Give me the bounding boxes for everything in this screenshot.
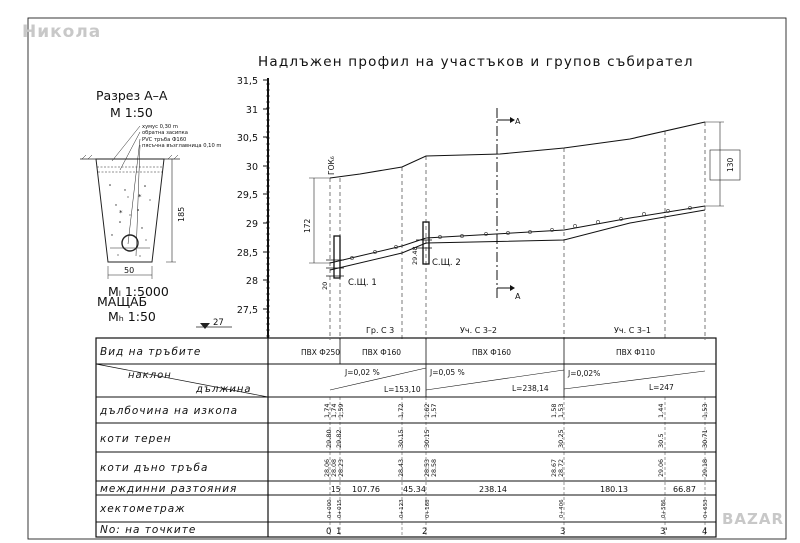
trench-outline: [96, 159, 164, 262]
scale-label: МАЩАБ: [97, 294, 148, 309]
hecto-values-item: 0+000: [327, 499, 333, 518]
point-number-5: 4: [702, 527, 708, 537]
row-label-pipe-type: Вид на тръбите: [100, 346, 202, 358]
watermark-bottom: BAZAR: [722, 510, 785, 528]
hecto-values-item: 0+653: [703, 499, 709, 518]
segment-label-1: Уч. С 3–2: [460, 326, 497, 335]
hecto-values-item: 0+015: [337, 499, 343, 518]
invert-values-item: 28.53: [424, 458, 431, 477]
depth-values-item: 1,62: [423, 403, 431, 418]
slope-1: J=0,05 %: [430, 368, 465, 377]
distance-4: 180.13: [600, 485, 628, 494]
point-number-1: 1: [336, 527, 342, 537]
section-width-dim: 50: [124, 266, 135, 275]
longitudinal-profile: [303, 108, 740, 340]
axis-tick-label: 29: [245, 219, 258, 230]
axis-tick-label: 28: [245, 276, 258, 287]
terrain-values-item: 29.80: [325, 429, 333, 448]
scale-horizontal: Mₗ 1:5000: [108, 284, 169, 299]
pipe-type-1: ПВХ Ф160: [362, 348, 402, 357]
hecto-values-item: 0+586: [661, 499, 667, 518]
axis-tick-label: 29,5: [236, 190, 258, 201]
layer-label-0: хумус 0,30 m: [142, 124, 178, 130]
invert-values-item: 28.06: [324, 458, 331, 477]
pipe-top-line: [330, 206, 705, 263]
manhole-1-icon: [334, 236, 340, 278]
layer-label-1: обратна засипка: [142, 130, 188, 136]
cut-arrow-bottom-icon: [510, 285, 515, 291]
row-label-distances: междинни разтояния: [100, 483, 238, 495]
cut-label-bottom: А: [515, 292, 521, 301]
length-2: L=247: [649, 383, 674, 392]
cut-label-top: А: [515, 117, 521, 126]
terrain-values-item: 30.15: [423, 429, 431, 448]
axis-tick-label: 30: [245, 162, 258, 173]
depth-values-item: 1,59: [337, 403, 345, 418]
depth-values-item: 1,58: [550, 403, 558, 418]
datum-value: 27: [213, 318, 224, 328]
axis-tick-label: 31: [245, 105, 258, 116]
row-label-hectometer: хектометраж: [100, 503, 186, 515]
terrain-values-item: 30.25: [557, 429, 565, 448]
cross-section-a-a: [80, 88, 221, 279]
axis-tick-label: 27,5: [236, 305, 258, 316]
depth-values-item: 1,74: [323, 403, 331, 418]
depth-values-item: 1,53: [557, 403, 565, 418]
invert-values: [324, 459, 709, 477]
invert-values-item: 28.67: [551, 458, 558, 477]
manhole-2-label: С.Щ. 2: [432, 258, 461, 268]
pipe-type-2: ПВХ Ф160: [472, 348, 512, 357]
invert-values-item: 28.08: [331, 458, 338, 477]
invert-values-item: 28.43: [398, 458, 405, 477]
distance-3: 238.14: [479, 485, 507, 494]
slope-2: J=0,02%: [568, 369, 601, 378]
point-number-4: 3': [660, 527, 668, 537]
depth-values-item: 1,74: [330, 403, 338, 418]
slope-0: J=0,02 %: [345, 368, 380, 377]
row-label-pipe-invert: коти дъно тръба: [100, 462, 209, 474]
depth-values-item: 1,53: [701, 403, 709, 418]
row-label-terrain-elevation: коти терен: [100, 433, 172, 445]
depth-values-item: 1,72: [397, 403, 405, 418]
distance-0: 15: [331, 485, 341, 494]
point-number-3: 3: [560, 527, 566, 537]
scale-vertical: Mₕ 1:50: [108, 309, 156, 324]
dim-130: 130: [726, 157, 735, 172]
terrain-values-item: 30.5: [657, 433, 665, 448]
depth-values-item: 1,44: [657, 403, 665, 418]
axis-tick-label: 28,5: [236, 248, 258, 259]
invert-values-item: 29.06: [658, 458, 665, 477]
section-title: Разрез А–А: [96, 88, 168, 103]
datum-arrow-icon: [200, 323, 210, 329]
segment-label-2: Уч. С 3–1: [614, 326, 651, 335]
hectometer-values: [327, 499, 709, 518]
section-hatch-mark-2: *: [138, 193, 142, 201]
invert-values-item: 28.58: [431, 458, 438, 477]
length-0: L=153,10: [384, 385, 421, 394]
row-label-point-numbers: No: на точките: [100, 524, 197, 536]
dim-29-48: 29.48: [411, 246, 419, 265]
row-label-slope: наклон: [128, 370, 172, 381]
section-hatch-mark: *: [119, 209, 123, 217]
length-1: L=238,14: [512, 384, 549, 393]
elevation-axis: [237, 76, 270, 338]
terrain-values: [325, 429, 709, 448]
terrain-values-item: 30.15: [397, 429, 405, 448]
section-scale: М 1:50: [110, 105, 153, 120]
hecto-values-item: 0+123: [399, 499, 405, 518]
distance-5: 66.87: [673, 485, 696, 494]
segment-label-0: Гр. С 3: [366, 326, 395, 335]
watermark-top: Никола: [22, 22, 102, 42]
hecto-values-item: 0+406: [559, 499, 565, 518]
terrain-values-item: 29.82: [335, 429, 343, 448]
distance-1: 107.76: [352, 485, 380, 494]
hecto-values-item: 0+168: [425, 499, 431, 518]
layer-label-3: пясъчна възглавница 0,10 m: [142, 143, 222, 149]
depth-values: [323, 404, 709, 418]
depth-values-item: 1,57: [430, 403, 438, 418]
gok-label: ГОК₆: [327, 156, 336, 175]
drawing-title: Надлъжен профил на участъков и групов събирател: [258, 54, 694, 70]
axis-tick-label: 30,5: [236, 133, 258, 144]
invert-values-item: 28.72: [558, 458, 565, 477]
invert-values-item: 28.23: [338, 458, 345, 477]
row-label-length: дължина: [196, 384, 252, 395]
invert-values-item: 29.18: [702, 458, 709, 477]
point-number-2: 2: [422, 527, 428, 537]
point-number-0: 0: [326, 527, 332, 537]
dim-20: 20: [321, 281, 329, 290]
profile-data-table: [96, 338, 716, 537]
pipe-type-0: ПВХ Ф250: [301, 348, 341, 357]
axis-tick-label: 31,5: [236, 76, 258, 87]
distance-2: 45.34: [403, 485, 426, 494]
terrain-line: [330, 122, 705, 178]
layer-label-2: PVC тръба Ф160: [142, 137, 187, 143]
section-pipe-icon: [122, 235, 138, 251]
terrain-values-item: 30.71: [701, 429, 709, 448]
manhole-1-label: С.Щ. 1: [348, 278, 377, 288]
section-height-dim: 185: [177, 206, 186, 222]
pipe-type-3: ПВХ Ф110: [616, 348, 656, 357]
dim-172: 172: [303, 218, 312, 233]
pipe-bottom-line: [330, 210, 705, 270]
row-label-excavation-depth: дълбочина на изкопа: [100, 405, 239, 417]
